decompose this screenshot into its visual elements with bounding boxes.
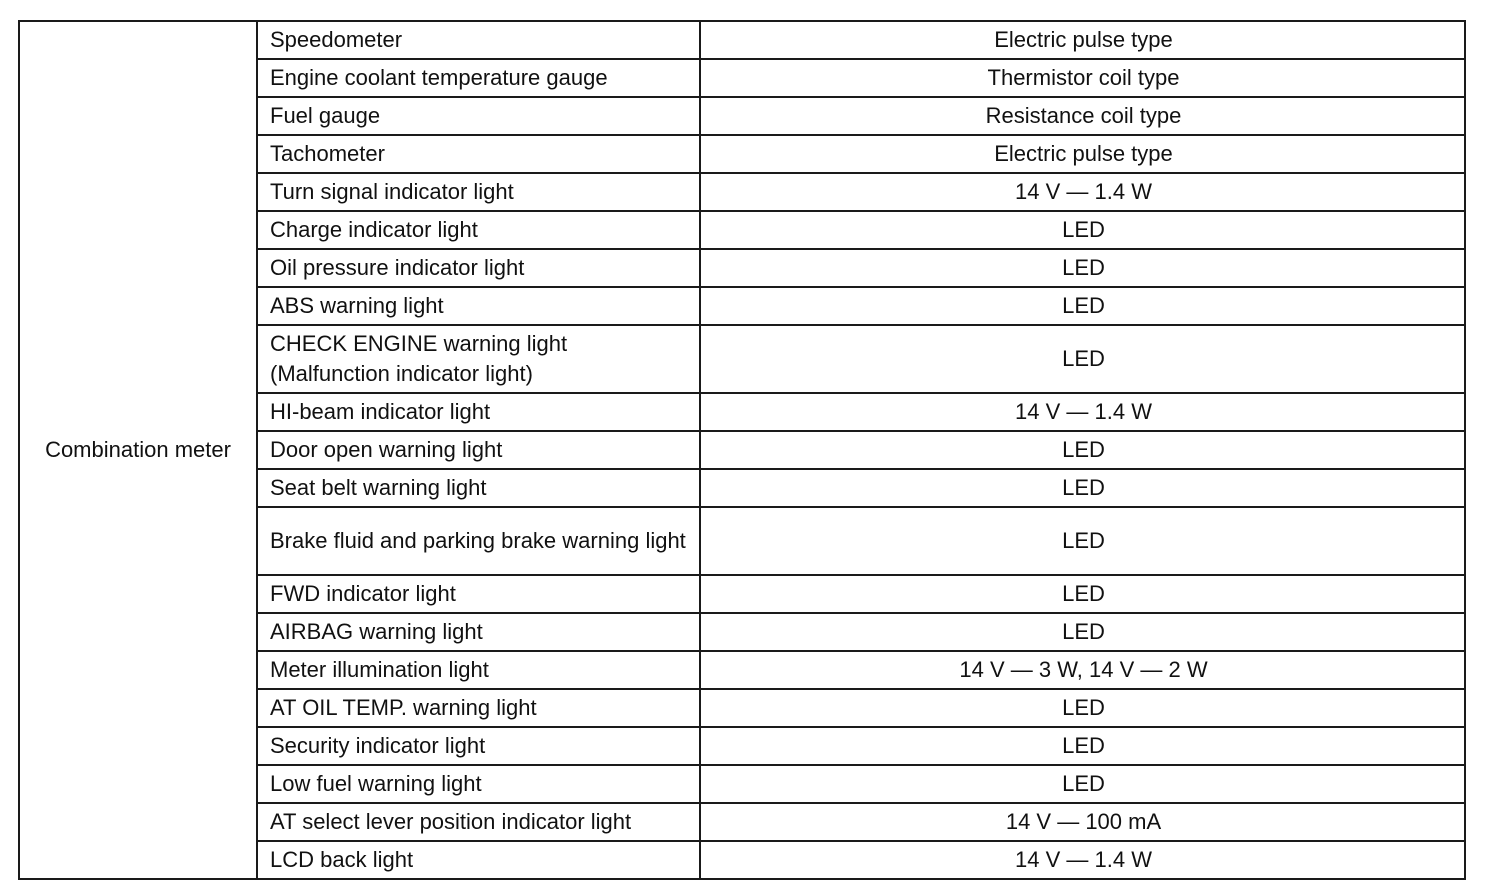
component-name-cell: HI-beam indicator light [257,393,700,431]
component-type-cell: LED [700,575,1465,613]
component-type-cell: LED [700,613,1465,651]
component-type-cell: LED [700,727,1465,765]
component-name-cell: CHECK ENGINE warning light (Malfunction indicator light) [257,325,700,393]
component-name-cell: ABS warning light [257,287,700,325]
component-name-cell: Fuel gauge [257,97,700,135]
component-type-cell: LED [700,325,1465,393]
component-type-cell: LED [700,507,1465,575]
combination-meter-spec-table [18,20,1466,880]
component-name-cell: Charge indicator light [257,211,700,249]
group-label-cell: Combination meter [19,21,257,879]
component-type-cell: LED [700,689,1465,727]
component-type-cell: 14 V — 1.4 W [700,173,1465,211]
component-name-cell: Meter illumination light [257,651,700,689]
component-name-cell: Engine coolant temperature gauge [257,59,700,97]
component-type-cell: LED [700,469,1465,507]
component-name-cell: AT OIL TEMP. warning light [257,689,700,727]
component-name-cell: Seat belt warning light [257,469,700,507]
component-type-cell: LED [700,287,1465,325]
component-type-cell: LED [700,431,1465,469]
component-type-cell: Electric pulse type [700,135,1465,173]
component-type-cell: 14 V — 3 W, 14 V — 2 W [700,651,1465,689]
component-type-cell: LED [700,211,1465,249]
component-name-cell: AT select lever position indicator light [257,803,700,841]
component-name-cell: Tachometer [257,135,700,173]
component-type-cell: 14 V — 1.4 W [700,841,1465,879]
component-name-cell: Door open warning light [257,431,700,469]
component-type-cell: 14 V — 100 mA [700,803,1465,841]
component-type-cell: LED [700,249,1465,287]
component-name-cell: AIRBAG warning light [257,613,700,651]
component-name-cell: FWD indicator light [257,575,700,613]
component-name-cell: Oil pressure indicator light [257,249,700,287]
component-type-cell: Electric pulse type [700,21,1465,59]
component-name-cell: LCD back light [257,841,700,879]
component-type-cell: 14 V — 1.4 W [700,393,1465,431]
table-row [19,21,1465,59]
component-name-cell: Speedometer [257,21,700,59]
component-name-cell: Security indicator light [257,727,700,765]
component-type-cell: LED [700,765,1465,803]
component-name-cell: Low fuel warning light [257,765,700,803]
component-type-cell: Resistance coil type [700,97,1465,135]
component-name-cell: Brake fluid and parking brake warning light [257,507,700,575]
component-name-cell: Turn signal indicator light [257,173,700,211]
component-type-cell: Thermistor coil type [700,59,1465,97]
